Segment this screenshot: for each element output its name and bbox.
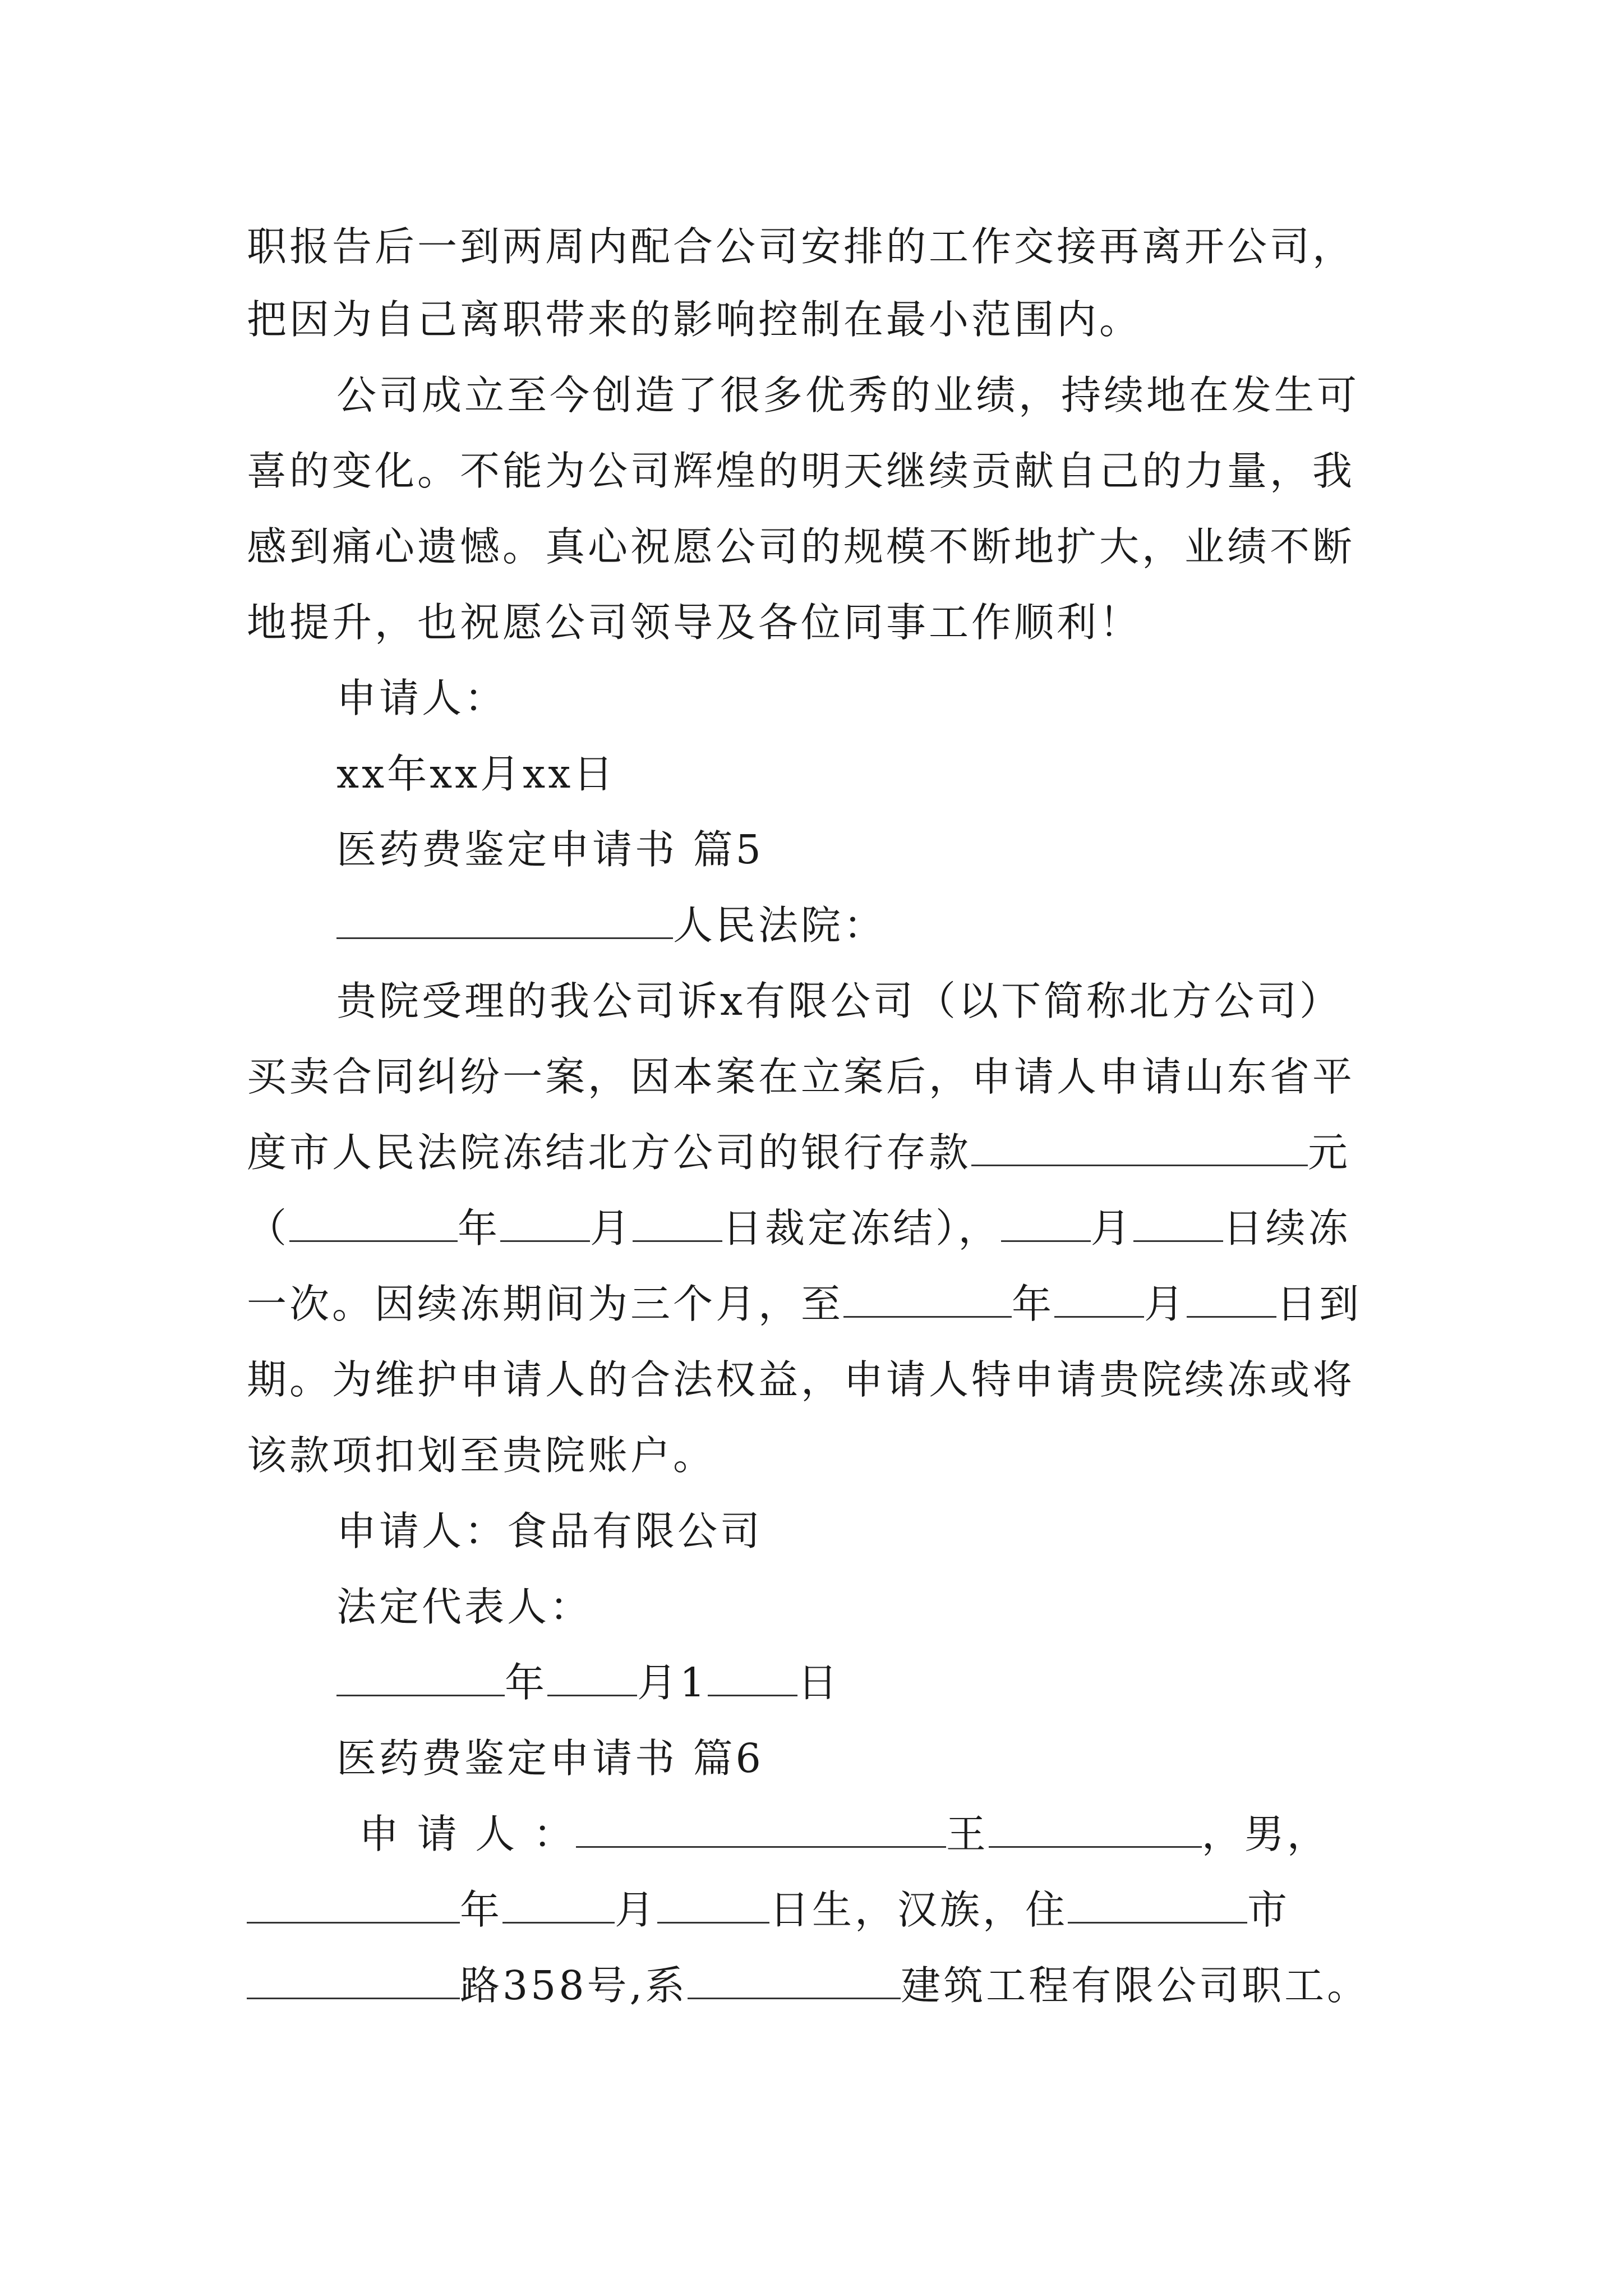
paragraph-line [247,1346,1396,1414]
text: 医药费鉴定申请书 篇5 [336,826,764,873]
applicant-info-line [359,1801,1509,1868]
paragraph-line [336,362,1486,429]
text: 公司成立至今创造了很多优秀的业绩，持续地在发生可 [336,372,1360,418]
blank-field [1068,1883,1247,1924]
text: （ [247,1205,290,1251]
section-title [336,816,1486,884]
text: 路358号,系 [460,1962,688,2009]
blank-field [1133,1201,1223,1242]
blank-field [843,1277,1012,1318]
text: 月 [1090,1205,1133,1251]
blank-field [989,1807,1202,1848]
applicant-label [336,665,1486,732]
text: xx年xx月xx日 [336,751,616,797]
text: 感到痛心遗憾。真心祝愿公司的规模不断地扩大，业绩不断 [247,523,1355,570]
date-line [336,1649,1486,1717]
paragraph-line [247,1271,1396,1338]
paragraph-line [247,286,1396,353]
blank-field [688,1958,901,1999]
section-title [336,1725,1486,1792]
text: 喜的变化。不能为公司辉煌的明天继续贡献自己的力量，我 [247,448,1355,494]
text: 日生，汉族，住 [769,1887,1068,1933]
text: 月1 [637,1659,708,1706]
text: 日裁定冻结）， [722,1205,1001,1251]
text: 月 [1144,1281,1187,1327]
text: 市 [1247,1887,1290,1933]
text: 医药费鉴定申请书 篇6 [336,1735,764,1782]
legal-rep-line [336,1573,1486,1641]
blank-field [576,1807,946,1848]
text: 年 [458,1205,501,1251]
blank-field [289,1201,458,1242]
paragraph-line [247,213,1396,280]
text: 元 [1308,1129,1351,1176]
blank-field [502,1883,615,1924]
paragraph-line [247,1876,1396,1944]
text: 月 [615,1887,658,1933]
date-line [336,740,1486,808]
text: ，男， [1201,1811,1330,1857]
blank-field [547,1655,637,1696]
blank-field [1187,1277,1276,1318]
text: 年 [460,1887,503,1933]
text: 贵院受理的我公司诉x有限公司（以下简称北方公司） [336,978,1343,1024]
paragraph-line [247,589,1396,656]
paragraph-line [247,1119,1396,1186]
text: 买卖合同纠纷一案，因本案在立案后，申请人申请山东省平 [247,1053,1355,1100]
blank-field [1001,1201,1091,1242]
paragraph-line [247,513,1396,581]
text: 申请人： [336,675,508,721]
text: 日续冻 [1223,1205,1351,1251]
blank-field [247,1883,460,1924]
blank-field [971,1125,1308,1166]
blank-field [247,1958,460,1999]
court-line [336,892,1486,959]
text: 月 [590,1205,633,1251]
paragraph-line [247,1043,1396,1111]
text: 地提升，也祝愿公司领导及各位同事工作顺利！ [247,599,1142,646]
text: 该款项扣划至贵院账户。 [247,1432,716,1479]
text: 度市人民法院冻结北方公司的银行存款 [247,1129,972,1176]
text: 日 [797,1659,841,1706]
blank-field [708,1655,797,1696]
text: 职报告后一到两周内配合公司安排的工作交接再离开公司， [247,223,1355,270]
text: 法定代表人： [336,1584,593,1630]
paragraph-line [247,1952,1396,2019]
text: 年 [505,1659,548,1706]
text: 期。为维护申请人的合法权益，申请人特申请贵院续冻或将 [247,1356,1355,1403]
text: 一次。因续冻期间为三个月，至 [247,1281,844,1327]
text: 年 [1012,1281,1055,1327]
text: 人民法院： [673,902,887,949]
blank-field [336,1655,505,1696]
paragraph-line [247,1422,1396,1489]
blank-field [1054,1277,1144,1318]
paragraph-line [336,968,1486,1035]
blank-field [657,1883,769,1924]
blank-field [336,898,673,939]
paragraph-line [247,1195,1396,1262]
applicant-line [336,1498,1486,1565]
text: 日到 [1276,1281,1362,1327]
text: 王 [946,1811,989,1857]
text: 申 请 人 ： [359,1811,576,1857]
text: 把因为自己离职带来的影响控制在最小范围内。 [247,296,1142,343]
text: 建筑工程有限公司职工。 [901,1962,1370,2009]
paragraph-line [247,438,1396,505]
blank-field [633,1201,722,1242]
blank-field [500,1201,590,1242]
text: 申请人：食品有限公司 [336,1508,763,1554]
